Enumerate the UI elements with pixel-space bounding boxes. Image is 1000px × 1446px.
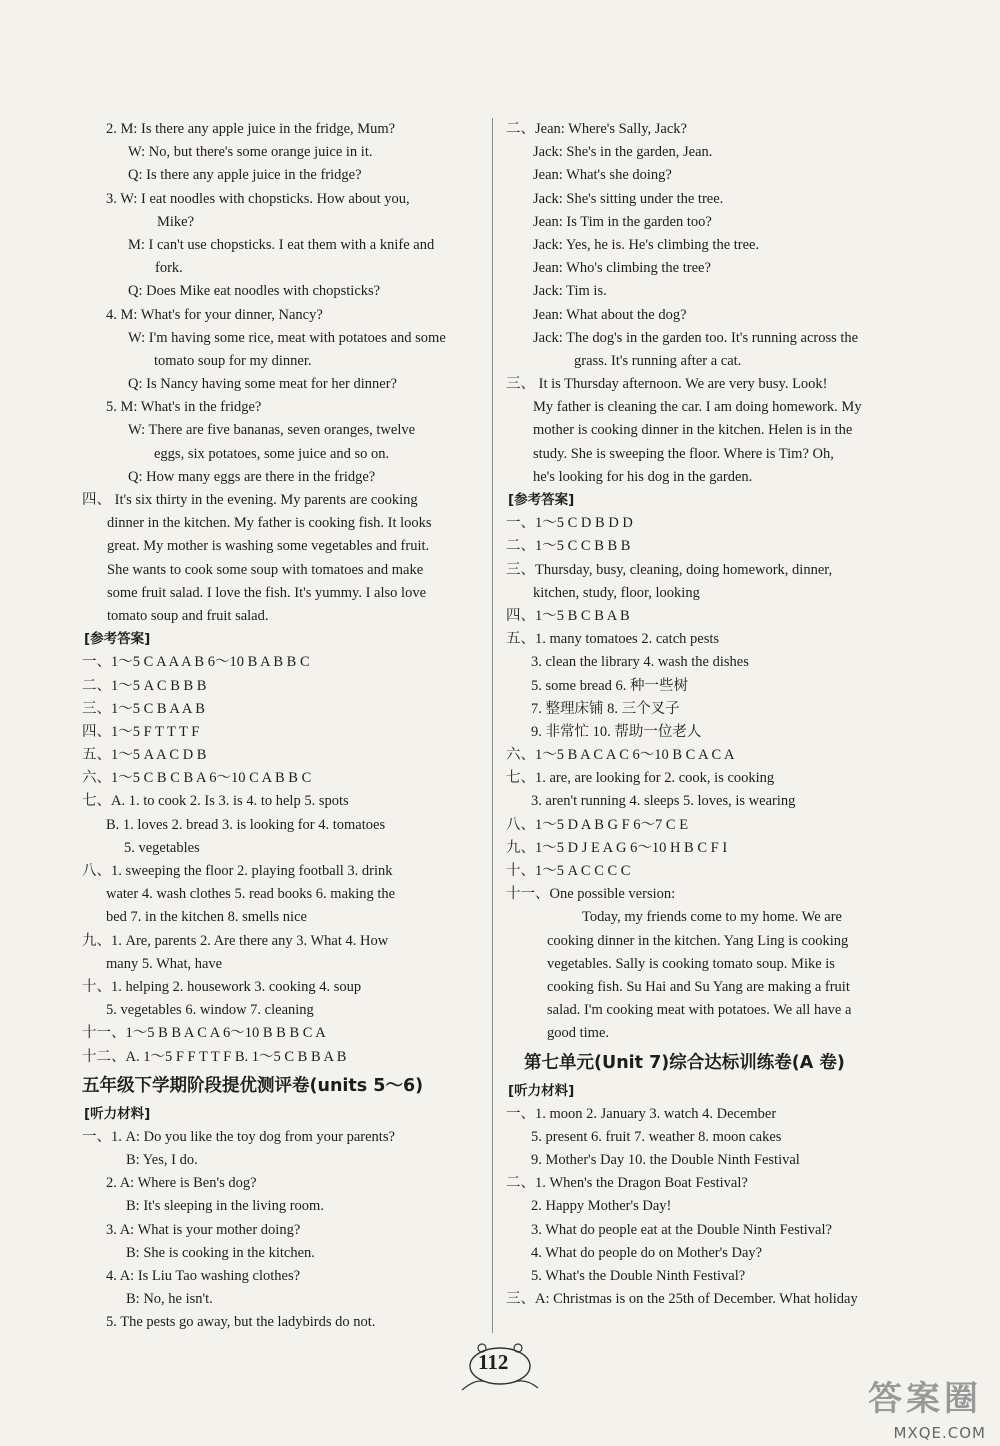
answer-line: 三、1～5 C B A A B [82, 700, 205, 717]
text-line: 9. Mother's Day 10. the Double Ninth Festival [531, 1152, 800, 1169]
column-divider [492, 118, 493, 1333]
text-line: M: I can't use chopsticks. I eat them with a knife and [128, 236, 435, 253]
answer-line: 十二、A. 1～5 F F T T F B. 1～5 C B B A B [82, 1048, 347, 1065]
text-line: Jean: What's she doing? [533, 167, 672, 184]
text-line: 2. Happy Mother's Day! [531, 1198, 672, 1215]
answer-line: 七、A. 1. to cook 2. Is 3. is 4. to help 5. spots [82, 793, 349, 810]
text-line: eggs, six potatoes, some juice and so on. [154, 445, 390, 462]
answer-line: 十一、One possible version: [506, 886, 676, 903]
text-line: B: It's sleeping in the living room. [126, 1198, 324, 1215]
text-line: 三、A: Christmas is on the 25th of December. What holiday [506, 1291, 858, 1308]
text-line: 5. The pests go away, but the ladybirds do not. [106, 1314, 376, 1331]
text-line: Jack: Tim is. [533, 283, 607, 300]
text-line: 4. M: What's for your dinner, Nancy? [106, 306, 323, 323]
text-line: 二、Jean: Where's Sally, Jack? [506, 121, 687, 137]
text-line: 3. W: I eat noodles with chopsticks. How about you, [106, 190, 410, 207]
answer-line: 八、1. sweeping the floor 2. playing football 3. drink [82, 863, 393, 879]
text-line: 3. What do people eat at the Double Ninth Festival? [531, 1221, 832, 1238]
text-line: tomato soup and fruit salad. [107, 607, 269, 624]
text-line: Jack: The dog's in the garden too. It's running across the [533, 329, 859, 346]
answer-line: 十、1. helping 2. housework 3. cooking 4. soup [82, 978, 362, 995]
text-line: W: No, but there's some orange juice in it. [128, 144, 373, 161]
text-line: cooking fish. Su Hai and Su Yang are making a fruit [547, 978, 850, 995]
answer-line: 五、1～5 A A C D B [82, 747, 207, 764]
answer-line: 十、1～5 A C C C C [506, 863, 631, 879]
answer-line: many 5. What, have [106, 955, 223, 972]
answer-line: 一、1～5 C D B D D [506, 515, 633, 532]
text-line: Q: Is there any apple juice in the fridge? [128, 167, 362, 184]
answer-line: 3. aren't running 4. sleeps 5. loves, is wearing [531, 793, 796, 810]
answer-line: 二、1～5 A C B B B [82, 677, 207, 694]
answer-line: 五、1. many tomatoes 2. catch pests [506, 631, 720, 648]
answer-line: 3. clean the library 4. wash the dishes [531, 654, 749, 671]
text-line: Q: How many eggs are there in the fridge? [128, 468, 376, 485]
answer-line: 六、1～5 C B C B A 6～10 C A B B C [82, 770, 312, 787]
answer-line: 四、1～5 B C B A B [506, 607, 630, 624]
text-line: 二、1. When's the Dragon Boat Festival? [506, 1175, 748, 1192]
text-line: great. My mother is washing some vegetables and fruit. [107, 538, 430, 555]
text-line: 5. present 6. fruit 7. weather 8. moon cakes [531, 1128, 782, 1145]
answer-line: kitchen, study, floor, looking [533, 584, 700, 601]
text-line: mother is cooking dinner in the kitchen. Helen is in the [533, 422, 853, 439]
answer-line: water 4. wash clothes 5. read books 6. making the [106, 886, 396, 903]
text-line: tomato soup for my dinner. [154, 352, 312, 369]
text-line: some fruit salad. I love the fish. It's yummy. I also love [107, 584, 426, 601]
answer-line: 六、1～5 B A C A C 6～10 B C A C A [506, 747, 735, 764]
answer-line: B. 1. loves 2. bread 3. is looking for 4. tomatoes [106, 816, 386, 833]
answer-line: 九、1～5 D J E A G 6～10 H B C F I [506, 839, 728, 856]
section-header: [参考答案] [508, 492, 575, 508]
answer-line: 八、1～5 D A B G F 6～7 C E [506, 816, 689, 833]
answer-line: 九、1. Are, parents 2. Are there any 3. What 4. How [82, 932, 389, 949]
text-line: 4. What do people do on Mother's Day? [531, 1244, 763, 1261]
text-line: Q: Does Mike eat noodles with chopsticks? [128, 283, 381, 300]
section-title: 五年级下学期阶段提优测评卷(units 5～6) [82, 1075, 424, 1096]
text-line: W: I'm having some rice, meat with potatoes and some [128, 329, 446, 346]
right-column [500, 118, 920, 1311]
text-line: 三、 It is Thursday afternoon. We are very busy. Look! [506, 376, 828, 393]
text-line: Jean: Who's climbing the tree? [533, 260, 711, 277]
text-line: She wants to cook some soup with tomatoes and make [107, 561, 424, 578]
watermark-text: 答案圈 [868, 1379, 982, 1419]
text-line: W: There are five bananas, seven oranges, twelve [128, 422, 416, 439]
text-line: Mike? [157, 213, 195, 230]
section-header: [参考答案] [84, 631, 151, 648]
text-line: Jack: She's in the garden, Jean. [533, 144, 713, 161]
text-line: 3. A: What is your mother doing? [106, 1221, 301, 1238]
page-number: 112 [478, 1350, 509, 1374]
answer-line: 四、1～5 F T T T F [82, 723, 200, 740]
answer-line: 三、Thursday, busy, cleaning, doing homework, dinner, [506, 561, 833, 578]
text-line: salad. I'm cooking meat with potatoes. We all have a [547, 1002, 852, 1019]
text-line: Jean: Is Tim in the garden too? [533, 213, 712, 230]
text-line: 2. M: Is there any apple juice in the fridge, Mum? [106, 121, 396, 137]
text-line: Today, my friends come to my home. We are [582, 909, 842, 926]
text-line: Jack: She's sitting under the tree. [533, 190, 724, 207]
text-line: he's looking for his dog in the garden. [533, 468, 753, 485]
section-header: [听力材料] [508, 1082, 575, 1099]
text-line: fork. [155, 260, 183, 277]
text-line: B: Yes, I do. [126, 1152, 198, 1169]
text-line: cooking dinner in the kitchen. Yang Ling is cooking [547, 932, 849, 949]
text-line: study. She is sweeping the floor. Where is Tim? Oh, [533, 445, 834, 462]
left-column [78, 118, 488, 1335]
text-line: 2. A: Where is Ben's dog? [106, 1175, 257, 1192]
text-line: Q: Is Nancy having some meat for her dinner? [128, 376, 397, 393]
answer-line: 一、1～5 C A A A B 6～10 B A B B C [82, 654, 310, 671]
answer-line: 十一、1～5 B B A C A 6～10 B B B C A [82, 1025, 326, 1042]
text-line: B: No, he isn't. [126, 1291, 213, 1308]
answer-line: 7. 整理床铺 8. 三个叉子 [531, 700, 680, 717]
text-line: B: She is cooking in the kitchen. [126, 1244, 315, 1261]
answer-line: 9. 非常忙 10. 帮助一位老人 [531, 723, 702, 740]
section-title: 第七单元(Unit 7)综合达标训练卷(A 卷) [524, 1052, 845, 1073]
answer-line: 七、1. are, are looking for 2. cook, is cooking [506, 770, 775, 787]
text-line: 四、 It's six thirty in the evening. My parents are cooking [82, 492, 418, 508]
text-line: Jack: Yes, he is. He's climbing the tree. [533, 236, 760, 253]
answer-line: 5. some bread 6. 种一些树 [531, 677, 689, 694]
text-line: 5. What's the Double Ninth Festival? [531, 1268, 746, 1284]
section-header: [听力材料] [84, 1105, 151, 1122]
text-line: 5. M: What's in the fridge? [106, 399, 262, 416]
text-line: dinner in the kitchen. My father is cooking fish. It looks [107, 515, 432, 532]
text-line: vegetables. Sally is cooking tomato soup. Mike is [547, 955, 835, 972]
answer-line: 5. vegetables 6. window 7. cleaning [106, 1002, 314, 1019]
text-line: grass. It's running after a cat. [574, 352, 742, 369]
answer-line: bed 7. in the kitchen 8. smells nice [106, 909, 307, 926]
text-line: 一、1. moon 2. January 3. watch 4. December [506, 1105, 777, 1122]
text-line: 一、1. A: Do you like the toy dog from your parents? [82, 1128, 395, 1145]
text-line: good time. [547, 1025, 610, 1042]
watermark-url: MXQE.COM [893, 1424, 986, 1442]
text-line: My father is cleaning the car. I am doing homework. My [533, 399, 862, 416]
text-line: Jean: What about the dog? [533, 306, 687, 323]
answer-line: 二、1～5 C C B B B [506, 538, 631, 555]
answer-line: 5. vegetables [124, 839, 200, 856]
text-line: 4. A: Is Liu Tao washing clothes? [106, 1268, 301, 1284]
